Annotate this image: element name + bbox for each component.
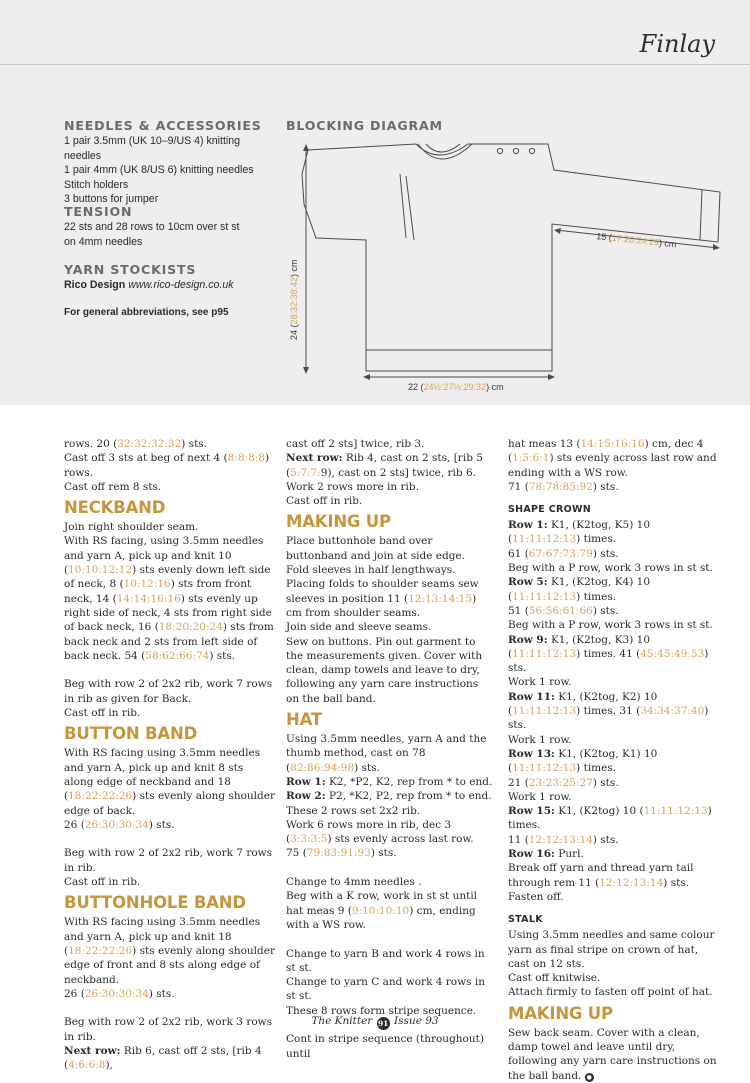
button-icon bbox=[497, 148, 502, 153]
needles-line: Stitch holders bbox=[64, 178, 129, 191]
shape-crown-heading: SHAPE CROWN bbox=[508, 504, 591, 516]
tension-line: on 4mm needles bbox=[64, 235, 143, 248]
needles-list bbox=[64, 134, 274, 207]
hat-making-up-heading: MAKING UP bbox=[508, 1003, 613, 1023]
title-rule bbox=[0, 64, 750, 65]
sleeve-label: 15 (17:20:24:29) cm bbox=[595, 231, 677, 250]
footer bbox=[0, 1015, 750, 1030]
stockists-text bbox=[64, 278, 274, 293]
tension-line: 22 sts and 28 rows to 10cm over st st bbox=[64, 221, 240, 233]
needles-line: 1 pair 4mm (UK 8/US 6) knitting needles bbox=[64, 164, 254, 177]
button-icon bbox=[529, 148, 534, 153]
stalk-heading: STALK bbox=[508, 914, 543, 926]
issue-number: Issue 93 bbox=[394, 1015, 439, 1027]
end-mark-icon: ● bbox=[586, 1073, 592, 1081]
stockists-heading: YARN STOCKISTS bbox=[64, 262, 197, 277]
diagram-heading: BLOCKING DIAGRAM bbox=[286, 118, 443, 133]
width-label: 22 (24½:27½:29:32) cm bbox=[408, 382, 504, 392]
left-cuff-line bbox=[400, 174, 406, 238]
neckband-heading: NECKBAND bbox=[64, 498, 166, 518]
magazine-name: The Knitter bbox=[311, 1015, 373, 1027]
neckband-inner bbox=[426, 144, 460, 152]
page-title: Finlay bbox=[639, 30, 715, 58]
blocking-diagram bbox=[280, 130, 740, 400]
column-1: rows. 20 (32:32:32:32) sts. Cast off 3 sts at beg of next 4 (8:8:8:8) rows. Cast off rem 8 sts. NECKBAND Join right shoulder seam. With RS facing, using 3.5mm needles and yarn A, pick up and knit 10 (10:10:12:12) sts evenly down left side of neck, 8 (10:12:16) sts from front neck, 14 (14:14:16:16) sts evenly up right side of neck, 4 sts from right side of back neck, 16 (18:20:20:24) sts from back neck and 2 sts from left side of back neck. 54 (58:62:66:74) sts. Beg with row 2 of 2x2 rib, work 7 rows in rib as given for Back. Cast off in rib. BUTTON BAND With RS facing using 3.5mm needles and yarn A, pick up and knit 8 sts along edge of neckband and 18 (18:22:22:26) sts evenly along shoulder edge of back. 26 (26:30:30:34) sts. Beg with row 2 of 2x2 rib, work 7 rows in rib. Cast off in rib. BUTTONHOLE BAND With RS facing using 3.5mm needles and yarn A, pick up and knit 18 (18:22:22:26) sts evenly along shoulder edge of front and 8 sts along edge of neckband. 26 (26:30:30:34) sts. Beg with row 2 of 2x2 rib, work 3 rows in rib. Next row: Rib 6, cast off 2 sts, [rib 4 (4:6:6:8), bbox=[64, 438, 275, 1072]
column-2: cast off 2 sts] twice, rib 3. Next row: Rib 4, cast on 2 sts, [rib 5 (5:7:7:9), cast on 2 sts] twice, rib 6. Work 2 rows more in rib. Cast off in rib. MAKING UP Place buttonhole band over buttonband and join at side edge. Fold sleeves in half lengthways. Placing folds to shoulder seams sew sleeves in position 11 (12:13:14:15) cm from shoulder seams. Join side and sleeve seams. Sew on buttons. Pin out garment to the measurements given. Cover with clean, damp towels and leave to dry, following any yarn care instructions on the ball band. HAT Using 3.5mm needles, yarn A and the thumb method, cast on 78 (82:86:94:98) sts. Row 1: K2, *P2, K2, rep from * to end. Row 2: P2, *K2, P2, rep from * to end. These 2 rows set 2x2 rib. Work 6 rows more in rib, dec 3 (3:3:3:5) sts evenly across last row. 75 (79:83:91:93) sts. Change to 4mm needles . Beg with a K row, work in st st until hat meas 9 (9:10:10:10) cm, ending with a WS row. Change to yarn B and work 4 rows in st st. Change to yarn C and work 4 rows in st st. These 8 rows form stripe sequence. Cont in stripe sequence (throughout) until bbox=[286, 438, 493, 1060]
buttonhole-band-heading: BUTTONHOLE BAND bbox=[64, 893, 246, 913]
right-cuff-line bbox=[700, 190, 702, 240]
jumper-outline bbox=[302, 144, 720, 371]
left-cuff-line bbox=[406, 176, 414, 240]
needles-line: 3 buttons for jumper bbox=[64, 193, 159, 206]
button-icon bbox=[513, 148, 518, 153]
page-number: 91 bbox=[377, 1019, 389, 1028]
stockist-name: Rico Design bbox=[64, 279, 126, 291]
hat-heading: HAT bbox=[286, 710, 322, 730]
button-band-heading: BUTTON BAND bbox=[64, 724, 198, 744]
column-3: hat meas 13 (14:15:16:16) cm, dec 4 (1:5:6:1) sts evenly across last row and ending with a WS row. 71 (78:78:85:92) sts. SHAPE CROWN Row 1: K1, (K2tog, K5) 10 (11:11:12:13) times. 61 (67:67:73:79) sts. Beg with a P row, work 3 rows in st st. Row 5: K1, (K2tog, K4) 10 (11:11:12:13) times. 51 (56:56:61:66) sts. Beg with a P row, work 3 rows in st st. Row 9: K1, (K2tog, K3) 10 (11:11:12:13) times. 41 (45:45:49:53) sts. Work 1 row. Row 11: K1, (K2tog, K2) 10 (11:11:12:13) times. 31 (34:34:37:40) sts. Work 1 row. Row 13: K1, (K2tog, K1) 10 (11:11:12:13) times. 21 (23:23:25:27) sts. Work 1 row. Row 15: K1, (K2tog) 10 (11:11:12:13) times. 11 (12:12:13:14) sts. Row 16: Purl. Break off yarn and thread yarn tail through rem 11 (12:12:13:14) sts. Fasten off. STALK Using 3.5mm needles and same colour yarn as final stripe on crown of hat, cast on 12 sts. Cast off knitwise. Attach firmly to fasten off point of hat. MAKING UP Sew back seam. Cover with a clean, damp towel and leave until dry, following any yarn care instructions on the ball band. ● bbox=[508, 438, 717, 1082]
stockist-url: www.rico-design.co.uk bbox=[128, 279, 234, 291]
needles-line: 1 pair 3.5mm (UK 10–9/US 4) knitting needles bbox=[64, 135, 241, 162]
tension-heading: TENSION bbox=[64, 204, 133, 219]
height-label: 24 (28:32:38:42) cm bbox=[289, 259, 299, 340]
making-up-heading: MAKING UP bbox=[286, 512, 391, 532]
abbreviations-note: For general abbreviations, see p95 bbox=[64, 307, 229, 318]
tension-text bbox=[64, 220, 274, 249]
needles-heading: NEEDLES & ACCESSORIES bbox=[64, 118, 262, 133]
